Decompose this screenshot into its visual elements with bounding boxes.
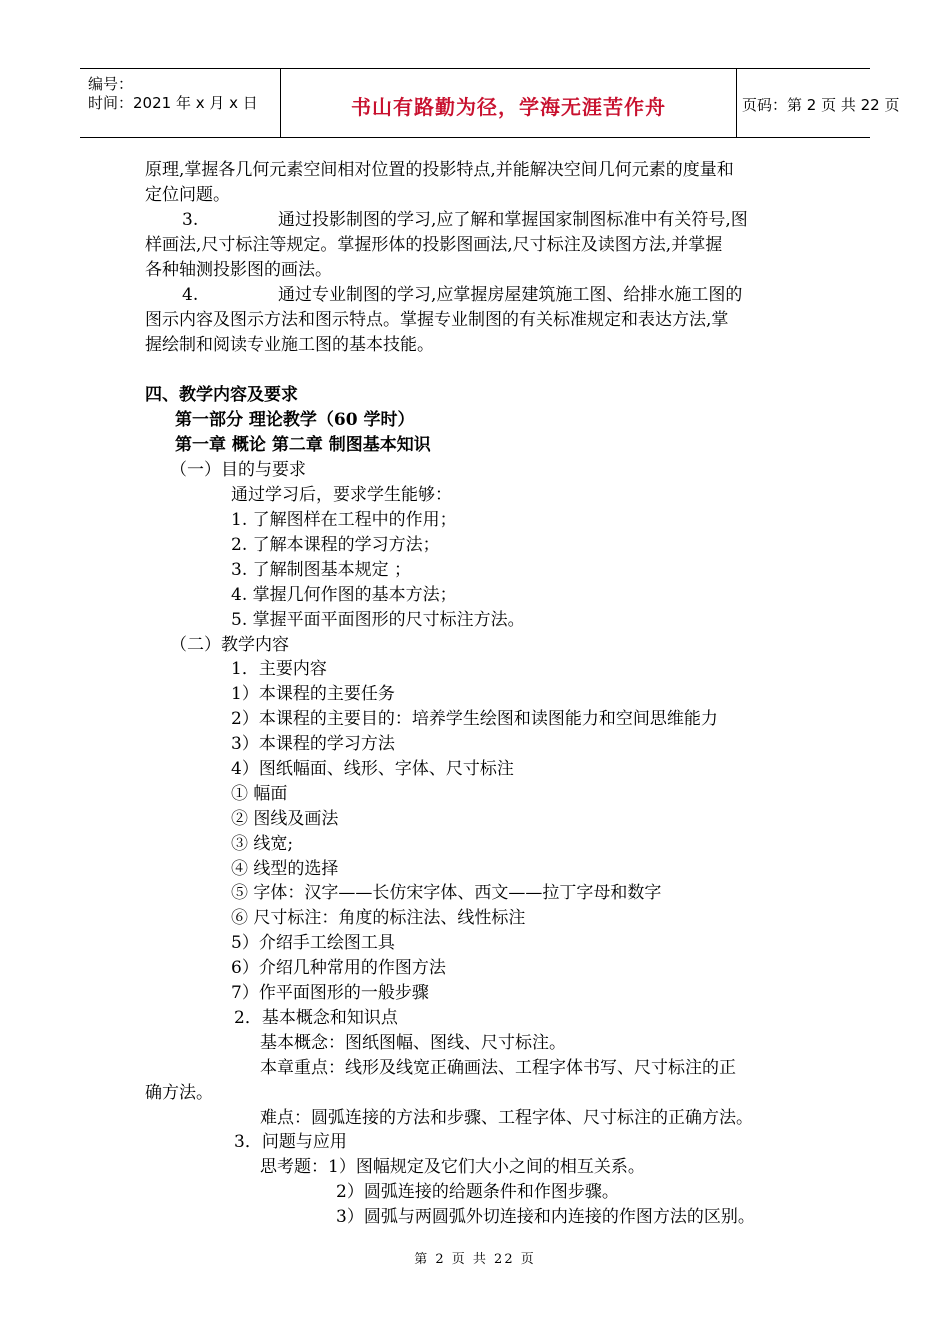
body-line: 各种轴测投影图的画法。 <box>145 260 332 280</box>
goal-item: 1. 了解图样在工程中的作用； <box>231 510 457 530</box>
header-motto-cell <box>280 69 737 137</box>
content-heading: 3．问题与应用 <box>234 1132 347 1152</box>
content-subitem: ① 幅面 <box>231 784 288 804</box>
content-item: 3）本课程的学习方法 <box>231 734 395 754</box>
item-number: 4. <box>182 285 199 305</box>
body-line: 难点：圆弧连接的方法和步骤、工程字体、尺寸标注的正确方法。 <box>260 1108 753 1128</box>
body-line: 图示内容及图示方法和图示特点。掌握专业制图的有关标准规定和表达方法,掌 <box>145 310 729 330</box>
content-item: 2）本课程的主要目的：培养学生绘图和读图能力和空间思维能力 <box>231 709 718 729</box>
goal-item: 4. 掌握几何作图的基本方法； <box>231 585 457 605</box>
content-subitem: ⑤ 字体：汉字——长仿宋字体、西文——拉丁字母和数字 <box>231 883 662 903</box>
content-subitem: ④ 线型的选择 <box>231 859 339 879</box>
page-footer: 第 2 页 共 22 页 <box>414 1252 536 1267</box>
header-left-cell <box>80 69 280 137</box>
body-line: 通过学习后，要求学生能够： <box>231 485 452 505</box>
body-line: 确方法。 <box>145 1083 213 1103</box>
content-heading: 2．基本概念和知识点 <box>234 1008 398 1028</box>
content-subitem: ③ 线宽; <box>231 834 294 854</box>
content-item: 1）本课程的主要任务 <box>231 684 395 704</box>
goal-item: 2. 了解本课程的学习方法； <box>231 535 440 555</box>
content-subitem: ⑥ 尺寸标注：角度的标注法、线性标注 <box>231 908 526 928</box>
goal-item: 5. 掌握平面平面图形的尺寸标注方法。 <box>231 610 525 630</box>
section-heading: 四、教学内容及要求 <box>145 385 298 405</box>
content-item: 7）作平面图形的一般步骤 <box>231 983 429 1003</box>
question-item: 2）圆弧连接的给题条件和作图步骤。 <box>336 1182 619 1202</box>
body-line: 定位问题。 <box>145 185 230 205</box>
body-line: 通过投影制图的学习,应了解和掌握国家制图标准中有关符号,图 <box>278 210 748 230</box>
item-number: 3. <box>182 210 199 230</box>
body-line: 原理,掌握各几何元素空间相对位置的投影特点,并能解决空间几何元素的度量和 <box>145 160 734 180</box>
motto-text: 书山有路勤为径，学海无涯苦作舟 <box>351 95 666 119</box>
page-info: 页码：第 2 页 共 22 页 <box>742 96 900 114</box>
content-item: 4）图纸幅面、线形、字体、尺寸标注 <box>231 759 514 779</box>
content-item: 5）介绍手工绘图工具 <box>231 933 395 953</box>
content-heading: 1．主要内容 <box>231 659 327 679</box>
content-item: 6）介绍几种常用的作图方法 <box>231 958 446 978</box>
chapter-heading: 第一章 概论 第二章 制图基本知识 <box>175 435 431 455</box>
question-item: 3）圆弧与两圆弧外切连接和内连接的作图方法的区别。 <box>336 1207 755 1227</box>
part-heading: 第一部分 理论教学（60 学时） <box>175 410 415 430</box>
subsection-heading: （二）教学内容 <box>170 635 289 655</box>
date-label: 时间：2021 年 x 月 x 日 <box>88 94 258 112</box>
question-item: 思考题：1）图幅规定及它们大小之间的相互关系。 <box>260 1157 645 1177</box>
page-header <box>80 68 900 138</box>
content-subitem: ② 图线及画法 <box>231 809 339 829</box>
body-line: 握绘制和阅读专业施工图的基本技能。 <box>145 335 434 355</box>
goal-item: 3. 了解制图基本规定 ； <box>231 560 412 580</box>
header-right-cell <box>736 69 900 137</box>
body-line: 通过专业制图的学习,应掌握房屋建筑施工图、给排水施工图的 <box>278 285 743 305</box>
body-line: 本章重点：线形及线宽正确画法、工程字体书写、尺寸标注的正 <box>260 1058 736 1078</box>
body-line: 基本概念：图纸图幅、图线、尺寸标注。 <box>260 1033 566 1053</box>
subsection-heading: （一）目的与要求 <box>170 460 306 480</box>
body-line: 样画法,尺寸标注等规定。掌握形体的投影图画法,尺寸标注及读图方法,并掌握 <box>145 235 723 255</box>
document-number-label: 编号： <box>88 75 134 93</box>
